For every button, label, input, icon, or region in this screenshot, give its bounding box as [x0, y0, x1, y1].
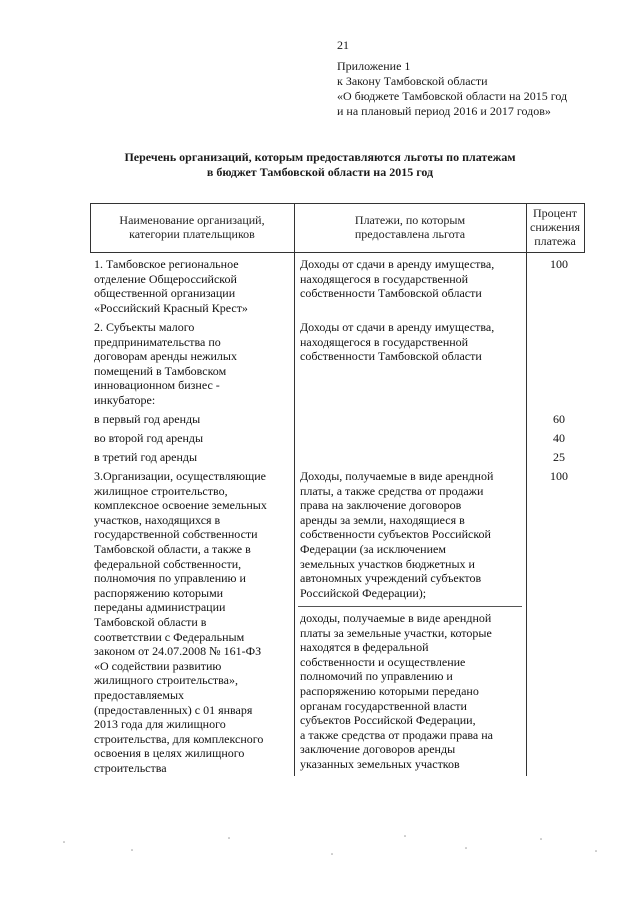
appendix-line: Приложение 1 — [337, 59, 411, 73]
cell-line: общественной организации — [94, 286, 236, 301]
cell-line: находятся в федеральной — [300, 640, 429, 655]
cell-line: освоения в целях жилищного — [94, 746, 245, 761]
cell-line: 3.Организации, осуществляющие — [94, 469, 266, 483]
page-number: 21 — [337, 38, 349, 52]
cell-line: инновационном бизнес - — [94, 378, 220, 393]
cell-line: указанных земельных участков — [300, 756, 460, 771]
speck — [228, 837, 230, 839]
row2-sub-year2: во второй год аренды — [94, 431, 204, 445]
cell-line: (предоставленных) с 01 января — [94, 702, 253, 717]
cell-line: аренды за земли, находящиеся в — [300, 512, 465, 527]
cell-line: комплексное освоение земельных — [94, 498, 267, 513]
cell-line: Федерации (за исключением — [300, 541, 446, 556]
cell-line: земельных участков бюджетных и — [300, 556, 475, 571]
cell-line: заключение договоров аренды — [300, 742, 456, 757]
title-line: Перечень организаций, которым предоставляются льготы по платежам — [124, 150, 516, 164]
cell-line: собственности Тамбовской области — [300, 349, 482, 364]
cell-line: инкубаторе: — [94, 392, 156, 407]
cell-line: предпринимательства по — [94, 334, 221, 349]
appendix-line: и на плановый период 2016 и 2017 годов» — [337, 104, 551, 118]
row1-percent: 100 — [550, 257, 568, 271]
cell-line: федеральной собственности, — [94, 556, 242, 571]
cell-line: 2. Субъекты малого — [94, 320, 195, 334]
header-line: Процент — [532, 206, 578, 220]
cell-line: помещений в Тамбовском — [94, 363, 227, 378]
cell-line: «Российский Красный Крест» — [94, 300, 248, 315]
cell-line: государственной собственности — [94, 527, 258, 542]
cell-line: распоряжению которыми — [94, 585, 224, 600]
row2-sub-year1-percent: 60 — [553, 412, 565, 426]
cell-line: строительства — [94, 760, 167, 775]
cell-line: 1. Тамбовское региональное — [94, 257, 239, 271]
speck — [63, 841, 65, 843]
speck — [404, 835, 406, 837]
cell-line: органам государственной власти — [300, 698, 467, 713]
header-line: снижения — [530, 220, 580, 234]
row2-sub-year1: в первый год аренды — [94, 412, 201, 426]
cell-line: 2013 года для жилищного — [94, 717, 226, 732]
cell-line: Доходы от сдачи в аренду имущества, — [300, 320, 495, 334]
cell-line: соответствии с Федеральным — [94, 629, 245, 644]
cell-line: договорам аренды нежилых — [94, 349, 237, 364]
cell-line: Российской Федерации); — [300, 585, 427, 600]
cell-line: распоряжению которыми передано — [300, 683, 479, 698]
cell-line: жилищное строительство, — [94, 483, 228, 498]
speck — [540, 838, 542, 840]
cell-line: Тамбовской области в — [94, 614, 207, 629]
header-line: Платежи, по которым — [354, 213, 466, 227]
cell-line: находящегося в государственной — [300, 334, 469, 349]
cell-line: строительства, для комплексного — [94, 731, 264, 746]
speck — [331, 853, 333, 855]
cell-line: автономных учреждений субъектов — [300, 571, 482, 586]
cell-line: платы, а также средства от продажи — [300, 483, 484, 498]
cell-line: жилищного строительства», — [94, 673, 238, 688]
cell-line: субъектов Российской Федерации, — [300, 713, 476, 728]
speck — [131, 849, 133, 851]
speck — [595, 850, 597, 852]
header-line: платежа — [534, 234, 576, 248]
row2-sub-year2-percent: 40 — [553, 431, 565, 445]
cell-line: участков, находящихся в — [94, 512, 221, 527]
cell-line: полномочий по управлению и — [300, 669, 453, 684]
cell-line: а также средства от продажи права на — [300, 727, 493, 742]
cell-line: законом от 24.07.2008 № 161-ФЗ — [94, 644, 262, 659]
row2-sub-year3: в третий год аренды — [94, 450, 198, 464]
row3-percent: 100 — [550, 469, 568, 483]
cell-line: собственности субъектов Российской — [300, 527, 491, 542]
row2-sub-year3-percent: 25 — [553, 450, 565, 464]
cell-line: полномочия по управлению и — [94, 571, 246, 586]
cell-line: собственности и осуществление — [300, 654, 466, 669]
cell-line: Доходы от сдачи в аренду имущества, — [300, 257, 495, 271]
cell-line: доходы, получаемые в виде арендной — [300, 611, 492, 625]
appendix-line: к Закону Тамбовской области — [337, 74, 488, 88]
header-line: Наименование организаций, — [119, 213, 265, 227]
cell-line: предоставляемых — [94, 687, 185, 702]
appendix-line: «О бюджете Тамбовской области на 2015 год — [337, 89, 568, 103]
cell-line: Доходы, получаемые в виде арендной — [300, 469, 494, 483]
cell-line: находящегося в государственной — [300, 271, 469, 286]
cell-line: отделение Общероссийской — [94, 271, 237, 286]
title-line: в бюджет Тамбовской области на 2015 год — [206, 165, 434, 179]
speck — [465, 847, 467, 849]
header-line: категории плательщиков — [129, 227, 255, 241]
cell-line: переданы администрации — [94, 600, 226, 615]
header-line: предоставлена льгота — [354, 227, 466, 241]
cell-line: собственности Тамбовской области — [300, 286, 482, 301]
cell-line: «О содействии развитию — [94, 658, 222, 673]
cell-line: платы за земельные участки, которые — [300, 625, 492, 640]
cell-line: Тамбовской области, а также в — [94, 541, 251, 556]
cell-line: права на заключение договоров — [300, 498, 462, 513]
